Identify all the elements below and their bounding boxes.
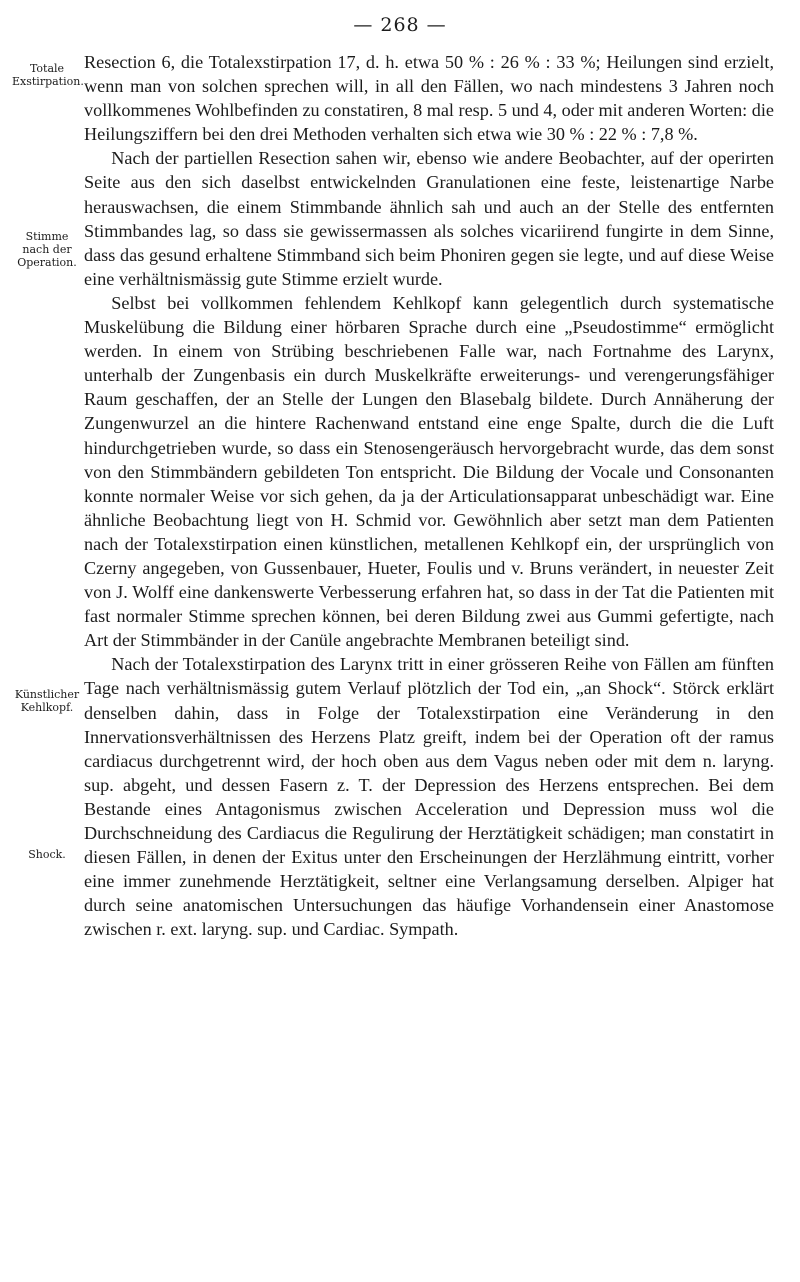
paragraph-pseudostimme-kehlkopf: Selbst bei vollkommen fehlendem Kehlkopf kann gelegentlich durch systematische Muskelübung die Bildung einer hörbaren Sprache durch eine „Pseudostimme“ ermöglicht werden. In einem von Strübing beschriebenen Falle war, nach Fortnahme des Larynx, unterhalb der Zungenbasis ein durch Muskelkräfte erweiterungs- und verengerungsfähiger Raum geschaffen, der an Stelle der Lungen den Blasebalg bildete. Durch Annäherung der Zungenwurzel an die hintere Rachenwand entstand eine enge Spalte, durch die die Luft hindurchgetrieben wurde, so dass ein Stenosengeräusch hervorgebracht wurde, das dem sonst von den Stimmbändern gebildeten Ton entspricht. Die Bildung der Vocale und Consonanten konnte normaler Weise vor sich gehen, da ja der Articulationsapparat unbeschädigt war. Eine ähnliche Beobachtung liegt von H. Schmid vor. Gewöhnlich aber setzt man dem Patienten nach der Totalexstirpation einen künstlichen, metallenen Kehlkopf ein, der ursprünglich von Czerny angegeben, von Gussenbauer, Hueter, Foulis und v. Bruns verändert, in neuester Zeit von J. Wolff eine dankenswerte Verbesserung erfahren hat, so dass in der Tat die Patienten mit fast normaler Stimme sprechen können, bei deren Bildung zwei aus Gummi gefertigte, nach Art der Stimmbänder in der Canüle angebrachte Membranen beteiligt sind. xyxy=(84,292,774,651)
margin-note-kuenstlicher-kehlkopf: Künstlicher Kehlkopf. xyxy=(14,688,80,714)
paragraph-stimme-nach-operation: Nach der partiellen Resection sahen wir, ebenso wie andere Beobachter, auf der operirten Seite aus den sich daselbst entwickelnden Granulationen eine feste, leistenartige Narbe herauswachsen, die einem Stimmbande ähnlich sah und auch an der Stelle des entfernten Stimmbandes lag, so dass sie gewissermassen als solches vicariirend fungirte in dem Sinne, dass das gesund erhaltene Stimmband sich beim Phoniren gegen sie legte, und auf diese Weise eine verhältnismässig gute Stimme erzielt wurde. xyxy=(84,148,774,289)
margin-note-shock: Shock. xyxy=(28,848,66,861)
page-header: — 268 — xyxy=(353,14,447,36)
body-text xyxy=(84,50,774,941)
margin-note-stimme-nach-operation: Stimme nach der Operation. xyxy=(17,230,77,269)
margin-note-totale-exstirpation: Totale Exstirpation. xyxy=(12,62,84,88)
paragraph-shock: Nach der Totalexstirpation des Larynx tritt in einer grösseren Reihe von Fällen am fünften Tage nach verhältnismässig gutem Verlauf plötzlich der Tod ein, „an Shock“. Störck erklärt denselben dahin, dass in Folge der Totalexstirpation eine Veränderung in den Innervationsverhältnissen des Herzens Platz greift, indem bei der Operation oft der ramus cardiacus durchgetrennt wird, der hoch oben aus dem Vagus neben oder mit dem n. laryng. sup. abgeht, und dessen Fasern z. T. der Depression des Herzens entsprechen. Bei dem Bestande eines Antagonismus zwischen Acceleration und Depression muss wol die Durchschneidung des Cardiacus die Regulirung der Herztätigkeit schädigen; man constatirt in diesen Fällen, in denen der Exitus unter den Erscheinungen der Herzlähmung eintritt, vorher eine immer zunehmende Herztätigkeit, seltner eine Verlangsamung derselben. Alpiger hat durch seine anatomischen Untersuchungen das häufige Vorhandensein einer Anastomose zwischen r. ext. laryng. sup. und Cardiac. Sympath. xyxy=(84,654,774,940)
paragraph-resection-statistics: Resection 6, die Totalexstirpation 17, d. h. etwa 50 % : 26 % : 33 %; Heilungen sind erzielt, wenn man von solchen sprechen will, in all den Fällen, wo nach mindestens 3 Jahren noch vollkommenes Wohlbefinden zu constatiren, 8 mal resp. 5 und 4, oder mit anderen Worten: die Heilungsziffern bei den drei Methoden verhalten sich etwa wie 30 % : 22 % : 7,8 %. xyxy=(84,52,774,145)
